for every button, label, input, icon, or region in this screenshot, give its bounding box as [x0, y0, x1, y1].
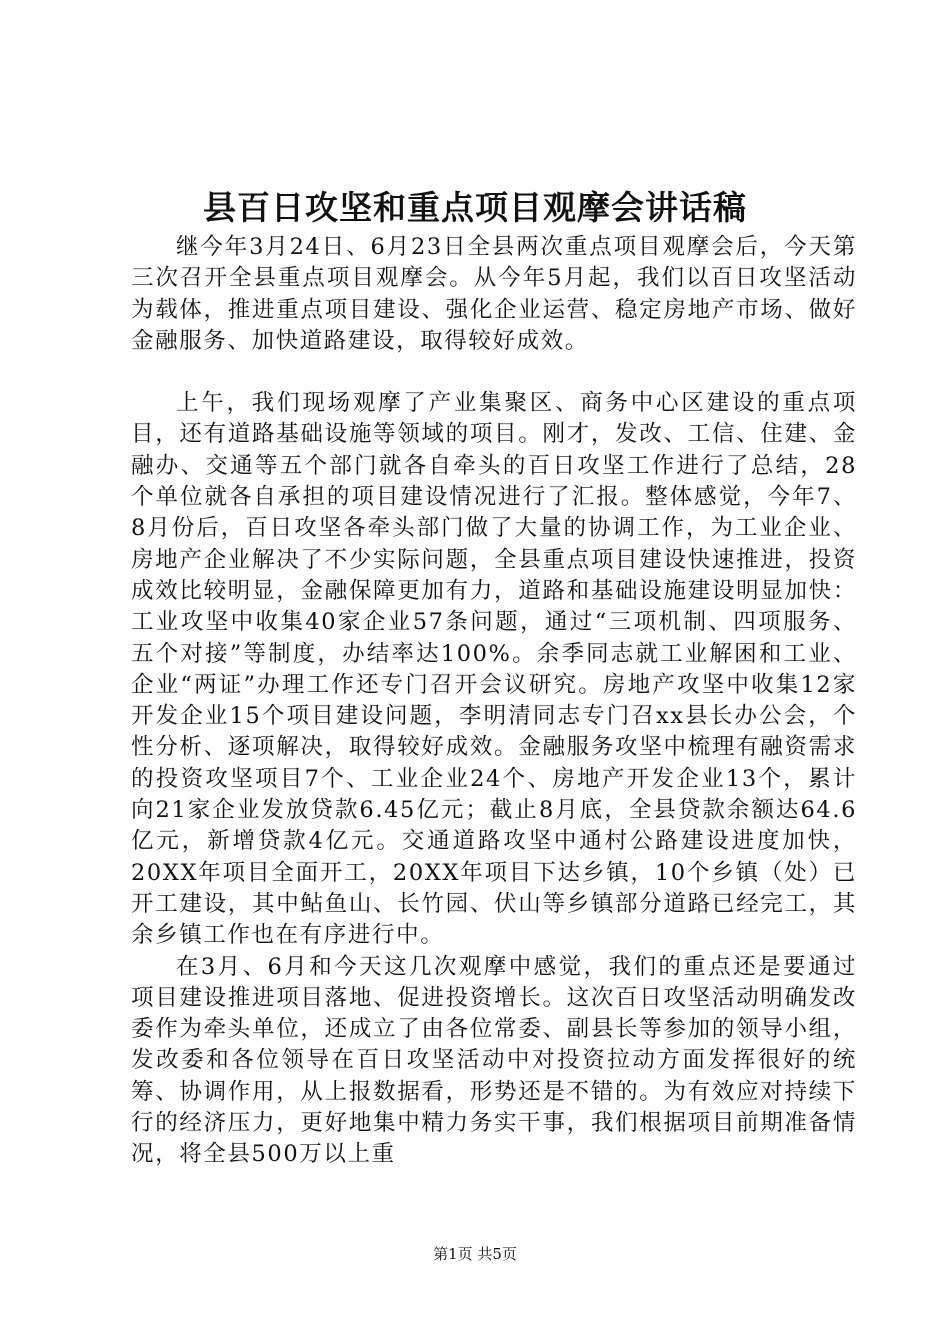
document-body	[131, 232, 857, 1171]
paragraph-1: 继今年3月24日、6月23日全县两次重点项目观摩会后，今天第三次召开全县重点项目观摩会。从今年5月起，我们以百日攻坚活动为载体，推进重点项目建设、强化企业运营、稳定房地产市场、做好金融服务、加快道路建设，取得较好成效。	[131, 234, 857, 354]
paragraph-gap	[131, 357, 857, 388]
paragraph-2: 上午，我们现场观摩了产业集聚区、商务中心区建设的重点项目，还有道路基础设施等领域的项目。刚才，发改、工信、住建、金融办、交通等五个部门就各自牵头的百日攻坚工作进行了总结，28个单位就各自承担的项目建设情况进行了汇报。整体感觉，今年7、8月份后，百日攻坚各牵头部门做了大量的协调工作，为工业企业、房地产企业解决了不少实际问题，全县重点项目建设快速推进，投资成效比较明显，金融保障更加有力，道路和基础设施建设明显加快：工业攻坚中收集40家企业57条问题，通过“三项机制、四项服务、五个对接”等制度，办结率达100%。余季同志就工业解困和工业、企业“两证”办理工作还专门召开会议研究。房地产攻坚中收集12家开发企业15个项目建设问题，李明清同志专门召xx县长办公会，个性分析、逐项解决，取得较好成效。金融服务攻坚中梳理有融资需求的投资攻坚项目7个、工业企业24个、房地产开发企业13个，累计向21家企业发放贷款6.45亿元；截止8月底，全县贷款余额达64.6亿元，新增贷款4亿元。交通道路攻坚中通村公路建设进度加快，20XX年项目全面开工，20XX年项目下达乡镇，10个乡镇（处）已开工建设，其中鲇鱼山、长竹园、伏山等乡镇部分道路已经完工，其余乡镇工作也在有序进行中。	[131, 390, 857, 949]
page-title: 县百日攻坚和重点项目观摩会讲话稿	[203, 188, 747, 227]
paragraph-3: 在3月、6月和今天这几次观摩中感觉，我们的重点还是要通过项目建设推进项目落地、促进投资增长。这次百日攻坚活动明确发改委作为牵头单位，还成立了由各位常委、副县长等参加的领导小组，发改委和各位领导在百日攻坚活动中对投资拉动方面发挥很好的统筹、协调作用，从上报数据看，形势还是不错的。为有效应对持续下行的经济压力，更好地集中精力务实干事，我们根据项目前期准备情况，将全县500万以上重	[131, 953, 857, 1168]
page-number-footer: 第1页 共5页	[433, 1245, 517, 1263]
